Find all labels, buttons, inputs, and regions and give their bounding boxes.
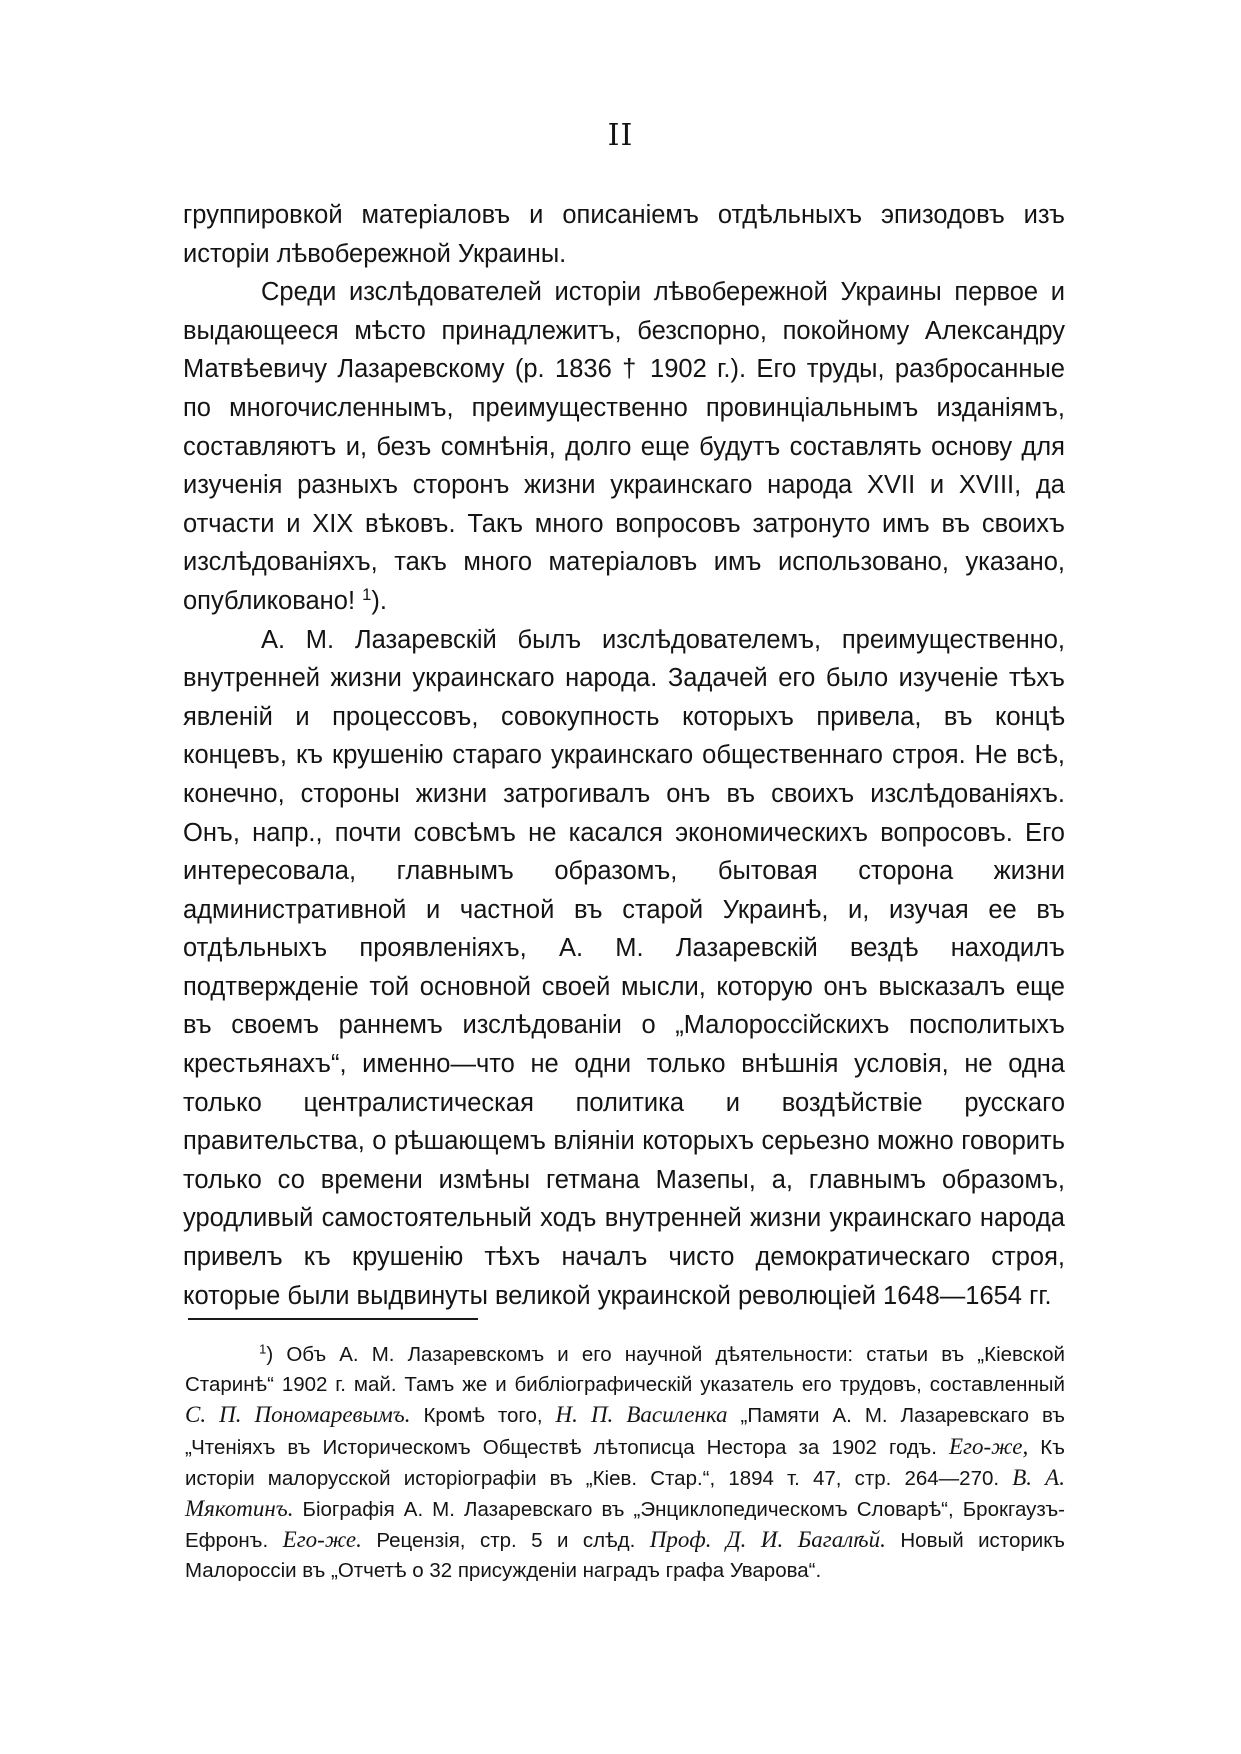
footnote-author-ponomarev: С. П. Пономаревымъ. xyxy=(185,1402,411,1428)
footnote-author-vasilenko: Н. П. Василенка xyxy=(555,1402,728,1428)
paragraph-2 xyxy=(183,273,1065,620)
footnote-ibid-2: Его-же. xyxy=(282,1527,362,1553)
footnote-text-1: ) Объ А. М. Лазаревскомъ и его научной дѣятельности: статьи въ „Кіевской Старинѣ“ 1902 г. май. Тамъ же и библіографическій указатель его трудовъ, составленный xyxy=(185,1343,1065,1397)
footnote-reference: 1 xyxy=(362,584,372,604)
footnote-text-2: Кромѣ того, xyxy=(410,1404,556,1428)
footnote-text-7: Новый историкъ Малороссіи въ „Отчетѣ о 32 присужденіи наградъ графа Уварова“. xyxy=(185,1529,1065,1583)
page-number: II xyxy=(607,118,634,153)
footnote-text-5: Біографія А. М. Лазаревскаго въ „Энциклопедическомъ Словарѣ“, Брокгаузъ-Ефронъ. xyxy=(185,1498,1065,1553)
main-text xyxy=(183,196,1065,1315)
footnote xyxy=(185,1340,1065,1587)
footnote-author-bagalei: Проф. Д. И. Багалѣй. xyxy=(649,1527,886,1553)
paragraph-1: группировкой матеріаловъ и описаніемъ отдѣльныхъ эпизодовъ изъ исторіи лѣвобережной Украины. xyxy=(183,201,1065,268)
footnote-text-3: „Памяти А. М. Лазаревскаго въ „Чтеніяхъ въ Историческомъ Обществѣ лѣтописца Нестора за 1902 годъ. xyxy=(185,1404,1065,1459)
footnote-text-4: Къ исторіи малорусской исторіографіи въ „Кіев. Стар.“, 1894 т. 47, стр. 264—270. xyxy=(185,1435,1065,1490)
paragraph-3: А. М. Лазаревскій былъ изслѣдователемъ, преимущественно, внутренней жизни украинскаго народа. Задачей его было изученіе тѣхъ явленій и процессовъ, совокупность которыхъ привела, въ концѣ концевъ, къ крушенію стараго украинскаго общественнаго строя. Не всѣ, конечно, стороны жизни затрогивалъ онъ въ своихъ изслѣдованіяхъ. Онъ, напр., почти совсѣмъ не касался экономическихъ вопросовъ. Его интересовала, главнымъ образомъ, бытовая сторона жизни административной и частной въ старой Украинѣ, и, изучая ее въ отдѣльныхъ проявленіяхъ, А. М. Лазаревскій вездѣ находилъ подтвержденіе той основной своей мысли, которую онъ высказалъ еще въ своемъ раннемъ изслѣдованіи о „Малороссійскихъ посполитыхъ крестьянахъ“, именно—что не одни только внѣшнія условія, не одна только централистическая политика и воздѣйствіе русскаго правительства, о рѣшающемъ вліяніи которыхъ серьезно можно говорить только со времени измѣны гетмана Мазепы, а, главнымъ образомъ, уродливый самостоятельный ходъ внутренней жизни украинскаго народа привелъ къ крушенію тѣхъ началъ чисто демократическаго строя, которые были выдвинуты великой украинской революціей 1648—1654 гг. xyxy=(183,625,1065,1310)
footnote-marker: 1 xyxy=(259,1341,267,1357)
paragraph-2-text: Среди изслѣдователей исторіи лѣвобережной Украины первое и выдающееся мѣсто принадлежитъ, безспорно, покойному Александру Матвѣевичу Лазаревскому (р. 1836 † 1902 г.). Его труды, разбросанные по многочисленнымъ, преимущественно провинціальнымъ изданіямъ, составляютъ и, безъ сомнѣнія, долго еще будутъ составлять основу для изученія разныхъ сторонъ жизни украинскаго народа XVII и XVIII, да отчасти и XIX вѣковъ. Такъ много вопросовъ затронуто имъ въ своихъ изслѣдованіяхъ, такъ много матеріаловъ имъ использовано, указано, опубликовано! xyxy=(183,278,1065,615)
footnote-ibid-1: Его-же, xyxy=(948,1433,1029,1459)
footnote-text-6: Рецензія, стр. 5 и слѣд. xyxy=(361,1529,650,1553)
paragraph-2-tail: ). xyxy=(371,586,387,615)
footnote-divider xyxy=(188,1318,478,1320)
footnote-author-myakotin: В. А. Мякотинъ. xyxy=(185,1464,1065,1522)
